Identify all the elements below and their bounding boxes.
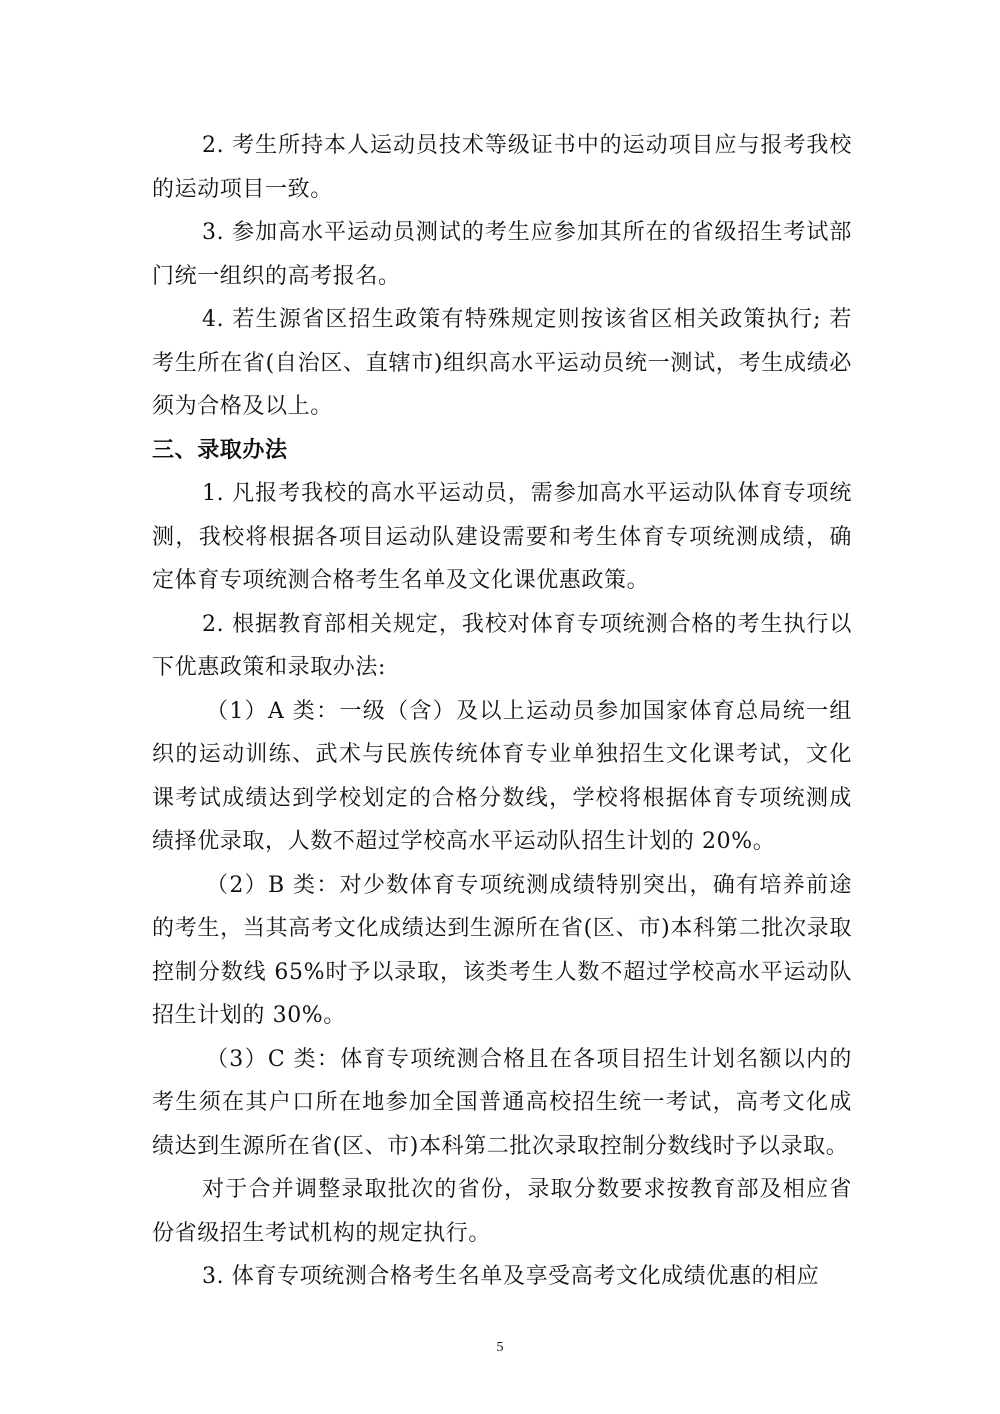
paragraph-item-4: 4. 若生源省区招生政策有特殊规定则按该省区相关政策执行; 若考生所在省(自治区、直辖市)组织高水平运动员统一测试，考生成绩必须为合格及以上。: [152, 307, 852, 419]
paragraph-merged-batch-note: 对于合并调整录取批次的省份，录取分数要求按教育部及相应省份省级招生考试机构的规定执行。: [152, 1177, 852, 1246]
paragraph-category-c: （3）C 类：体育专项统测合格且在各项目招生计划名额以内的考生须在其户口所在地参加全国普通高校招生统一考试，高考文化成绩达到生源所在省(区、市)本科第二批次录取控制分数线时予以录取。: [152, 1046, 852, 1159]
paragraph-category-b: （2）B 类：对少数体育专项统测成绩特别突出，确有培养前途的考生，当其高考文化成绩达到生源所在省(区、市)本科第二批次录取控制分数线 65%时予以录取，该类考生人数不超过学校高水平运动队招生计划的 30%。: [152, 872, 852, 1028]
paragraph-category-a: （1）A 类：一级（含）及以上运动员参加国家体育总局统一组织的运动训练、武术与民族传统体育专业单独招生文化课考试，文化课考试成绩达到学校划定的合格分数线，学校将根据体育专项统测成绩择优录取，人数不超过学校高水平运动队招生计划的 20%。: [152, 698, 852, 854]
paragraph-admission-3: 3. 体育专项统测合格考生名单及享受高考文化成绩优惠的相应: [202, 1264, 820, 1289]
paragraph-item-2: 2. 考生所持本人运动员技术等级证书中的运动项目应与报考我校的运动项目一致。: [152, 133, 852, 202]
paragraph-item-3: 3. 参加高水平运动员测试的考生应参加其所在的省级招生考试部门统一组织的高考报名。: [152, 220, 852, 289]
document-body: [152, 124, 852, 1299]
page-number: 5: [496, 1340, 504, 1355]
section-heading-admission: 三、录取办法: [152, 437, 288, 463]
paragraph-admission-1: 1. 凡报考我校的高水平运动员，需参加高水平运动队体育专项统测，我校将根据各项目运动队建设需要和考生体育专项统测成绩，确定体育专项统测合格考生名单及文化课优惠政策。: [152, 481, 852, 593]
paragraph-admission-2: 2. 根据教育部相关规定，我校对体育专项统测合格的考生执行以下优惠政策和录取办法:: [152, 611, 852, 680]
